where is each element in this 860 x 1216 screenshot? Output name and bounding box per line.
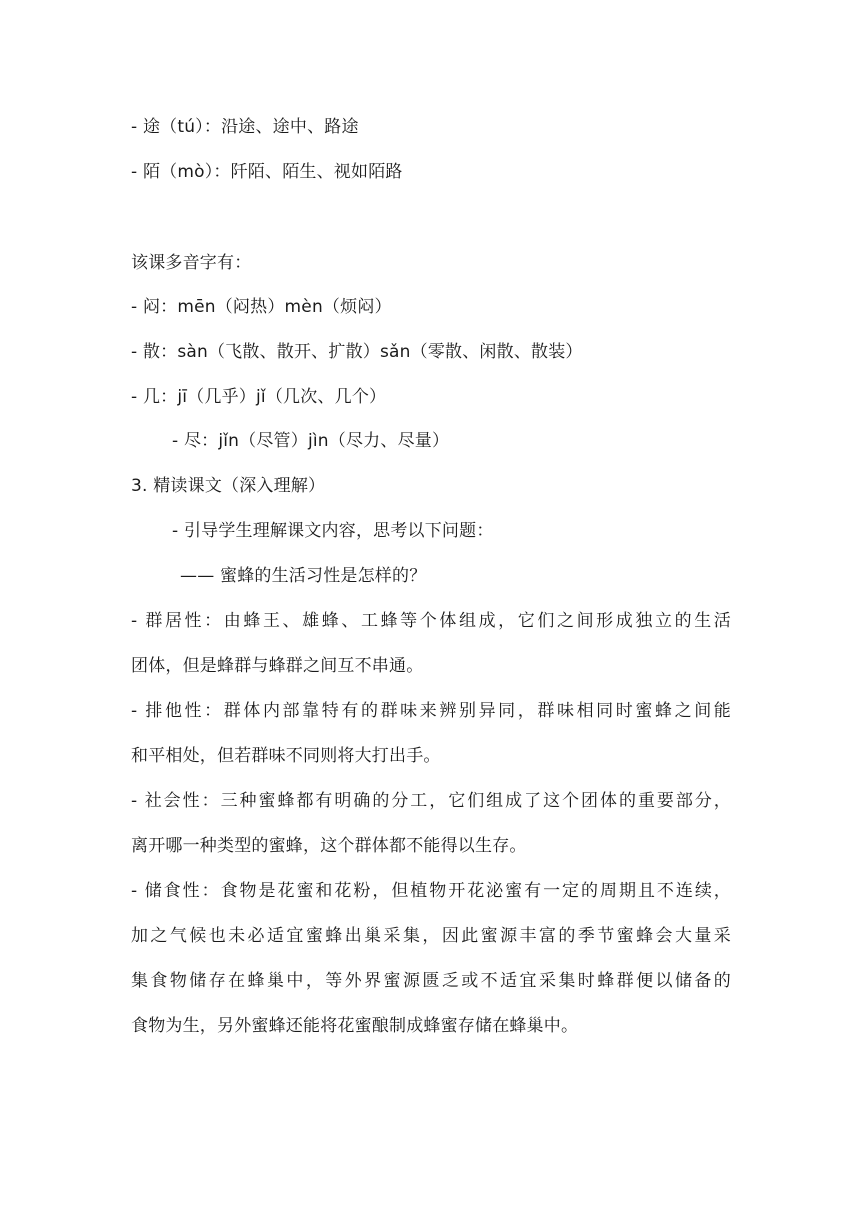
guide-question: —— 蜜蜂的生活习性是怎样的？ <box>180 566 427 586</box>
vocab-line-tu: - 途（tú）：沿途、途中、路途 <box>131 117 359 137</box>
section-heading-close-reading: 3. 精读课文（深入理解） <box>131 476 326 496</box>
guide-instruction: - 引导学生理解课文内容，思考以下问题： <box>172 521 494 541</box>
habit-storage-line-3: 集食物储存在蜂巢中，等外界蜜源匮乏或不适宜采集时蜂群便以储备的 <box>131 971 731 991</box>
habit-storage-line-2: 加之气候也未必适宜蜜蜂出巢采集，因此蜜源丰富的季节蜜蜂会大量采 <box>131 926 731 946</box>
habit-social-line-2: 离开哪一种类型的蜜蜂，这个群体都不能得以生存。 <box>131 836 527 856</box>
polyphone-line-men: - 闷：mēn（闷热）mèn（烦闷） <box>131 297 392 317</box>
habit-social-line-1: - 社会性：三种蜜蜂都有明确的分工，它们组成了这个团体的重要部分， <box>131 791 731 811</box>
habit-storage-line-4: 食物为生，另外蜜蜂还能将花蜜酿制成蜂蜜存储在蜂巢中。 <box>131 1016 579 1036</box>
polyphone-heading: 该课多音字有： <box>131 253 252 273</box>
habit-exclusive-line-2: 和平相处，但若群味不同则将大打出手。 <box>131 746 441 766</box>
habit-exclusive-line-1: - 排他性：群体内部靠特有的群味来辨别异同，群味相同时蜜蜂之间能 <box>131 701 731 721</box>
polyphone-line-ji: - 几：jī（几乎）jǐ（几次、几个） <box>131 387 387 407</box>
polyphone-line-san: - 散：sàn（飞散、散开、扩散）sǎn（零散、闲散、散装） <box>131 342 583 362</box>
habit-gregarious-line-1: - 群居性：由蜂王、雄蜂、工蜂等个体组成，它们之间形成独立的生活 <box>131 611 731 631</box>
polyphone-line-jin: - 尽：jǐn（尽管）jìn（尽力、尽量） <box>172 431 450 451</box>
habit-storage-line-1: - 储食性：食物是花蜜和花粉，但植物开花泌蜜有一定的周期且不连续， <box>131 881 731 901</box>
vocab-line-mo: - 陌（mò）：阡陌、陌生、视如陌路 <box>131 162 403 182</box>
habit-gregarious-line-2: 团体，但是蜂群与蜂群之间互不串通。 <box>131 656 424 676</box>
